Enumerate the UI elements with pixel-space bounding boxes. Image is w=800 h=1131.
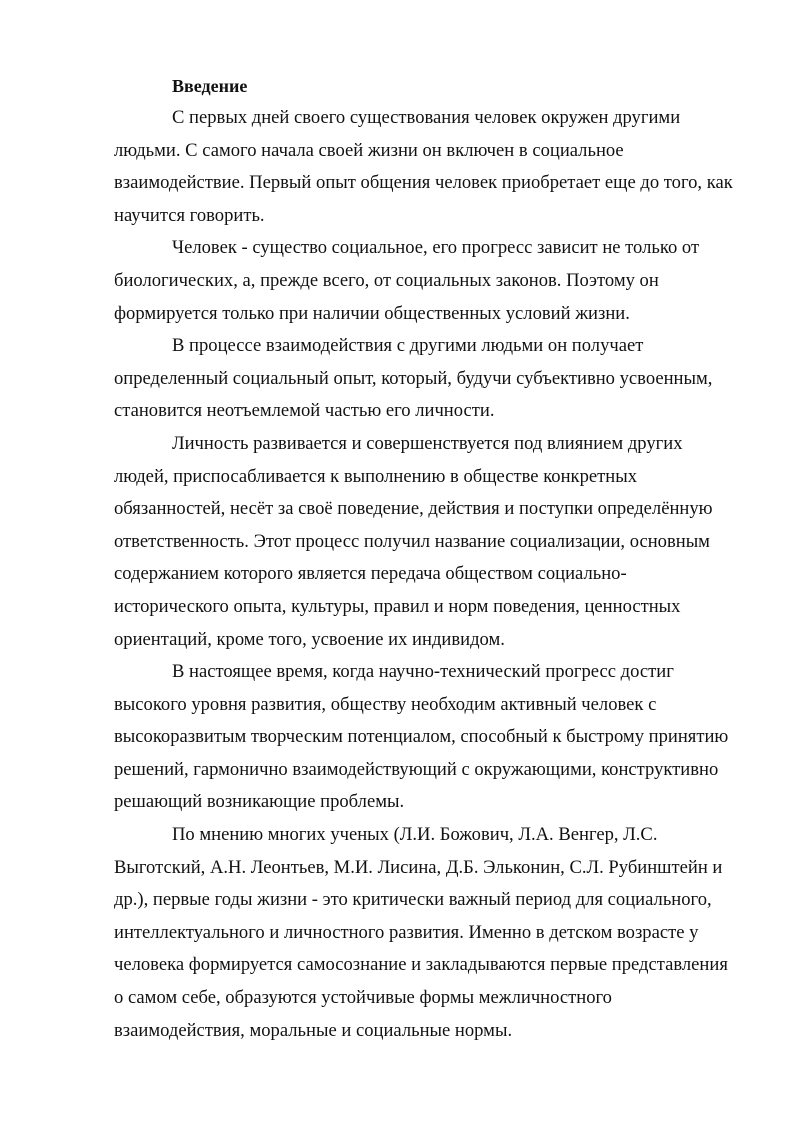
paragraph-3 [114,330,746,428]
paragraph-line: решений, гармонично взаимодействующий с окружающими, конструктивно [114,758,719,780]
paragraph-line: др.), первые годы жизни - это критически важный период для социального, [114,889,712,911]
paragraph-line: научится говорить. [114,204,265,226]
paragraph-line: взаимодействия, моральные и социальные нормы. [114,1019,513,1041]
paragraph-line: биологических, а, прежде всего, от социальных законов. Поэтому он [114,269,659,291]
paragraph-line: человека формируется самосознание и закладываются первые представления [114,954,728,976]
paragraph-6 [114,819,746,1047]
paragraph-line: формируется только при наличии общественных условий жизни. [114,302,630,324]
paragraph-line: исторического опыта, культуры, правил и норм поведения, ценностных [114,595,681,617]
paragraph-line: обязанностей, несёт за своё поведение, действия и поступки определённую [114,498,713,520]
paragraph-line: становится неотъемлемой частью его личности. [114,400,495,422]
paragraph-line: С первых дней своего существования человек окружен другими [172,107,681,128]
paragraph-1 [114,102,746,232]
paragraph-line: ориентаций, кроме того, усвоение их индивидом. [114,628,505,650]
section-heading: Введение [172,76,248,96]
paragraph-line: высокоразвитым творческим потенциалом, способный к быстрому принятию [114,726,729,748]
paragraph-line: По мнению многих ученых (Л.И. Божович, Л.А. Венгер, Л.С. [172,824,658,846]
paragraph-line: содержанием которого является передача обществом социально- [114,563,627,585]
paragraph-line: интеллектуального и личностного развития. Именно в детском возрасте у [114,921,699,943]
paragraph-4 [114,428,746,656]
paragraph-line: определенный социальный опыт, который, будучи субъективно усвоенным, [114,367,713,389]
paragraph-line: В настоящее время, когда научно-технический прогресс достиг [172,661,674,683]
paragraph-5 [114,656,746,819]
paragraph-line: людьми. С самого начала своей жизни он включен в социальное [114,139,624,161]
paragraph-line: взаимодействие. Первый опыт общения человек приобретает еще до того, как [114,172,733,194]
paragraph-line: Человек - существо социальное, его прогресс зависит не только от [172,237,700,259]
paragraph-line: о самом себе, образуются устойчивые формы межличностного [114,987,612,1009]
paragraph-line: ответственность. Этот процесс получил название социализации, основным [114,530,710,552]
paragraph-line: Выготский, А.Н. Леонтьев, М.И. Лисина, Д.Б. Эльконин, С.Л. Рубинштейн и [114,856,723,878]
paragraph-line: В процессе взаимодействия с другими людьми он получает [172,335,644,357]
paragraph-line: решающий возникающие проблемы. [114,791,405,813]
paragraph-line: людей, приспосабливается к выполнению в обществе конкретных [114,465,637,487]
paragraph-line: высокого уровня развития, обществу необходим активный человек с [114,693,657,715]
document-page [114,70,746,1047]
paragraph-line: Личность развивается и совершенствуется под влиянием других [172,432,683,454]
paragraph-2 [114,232,746,330]
